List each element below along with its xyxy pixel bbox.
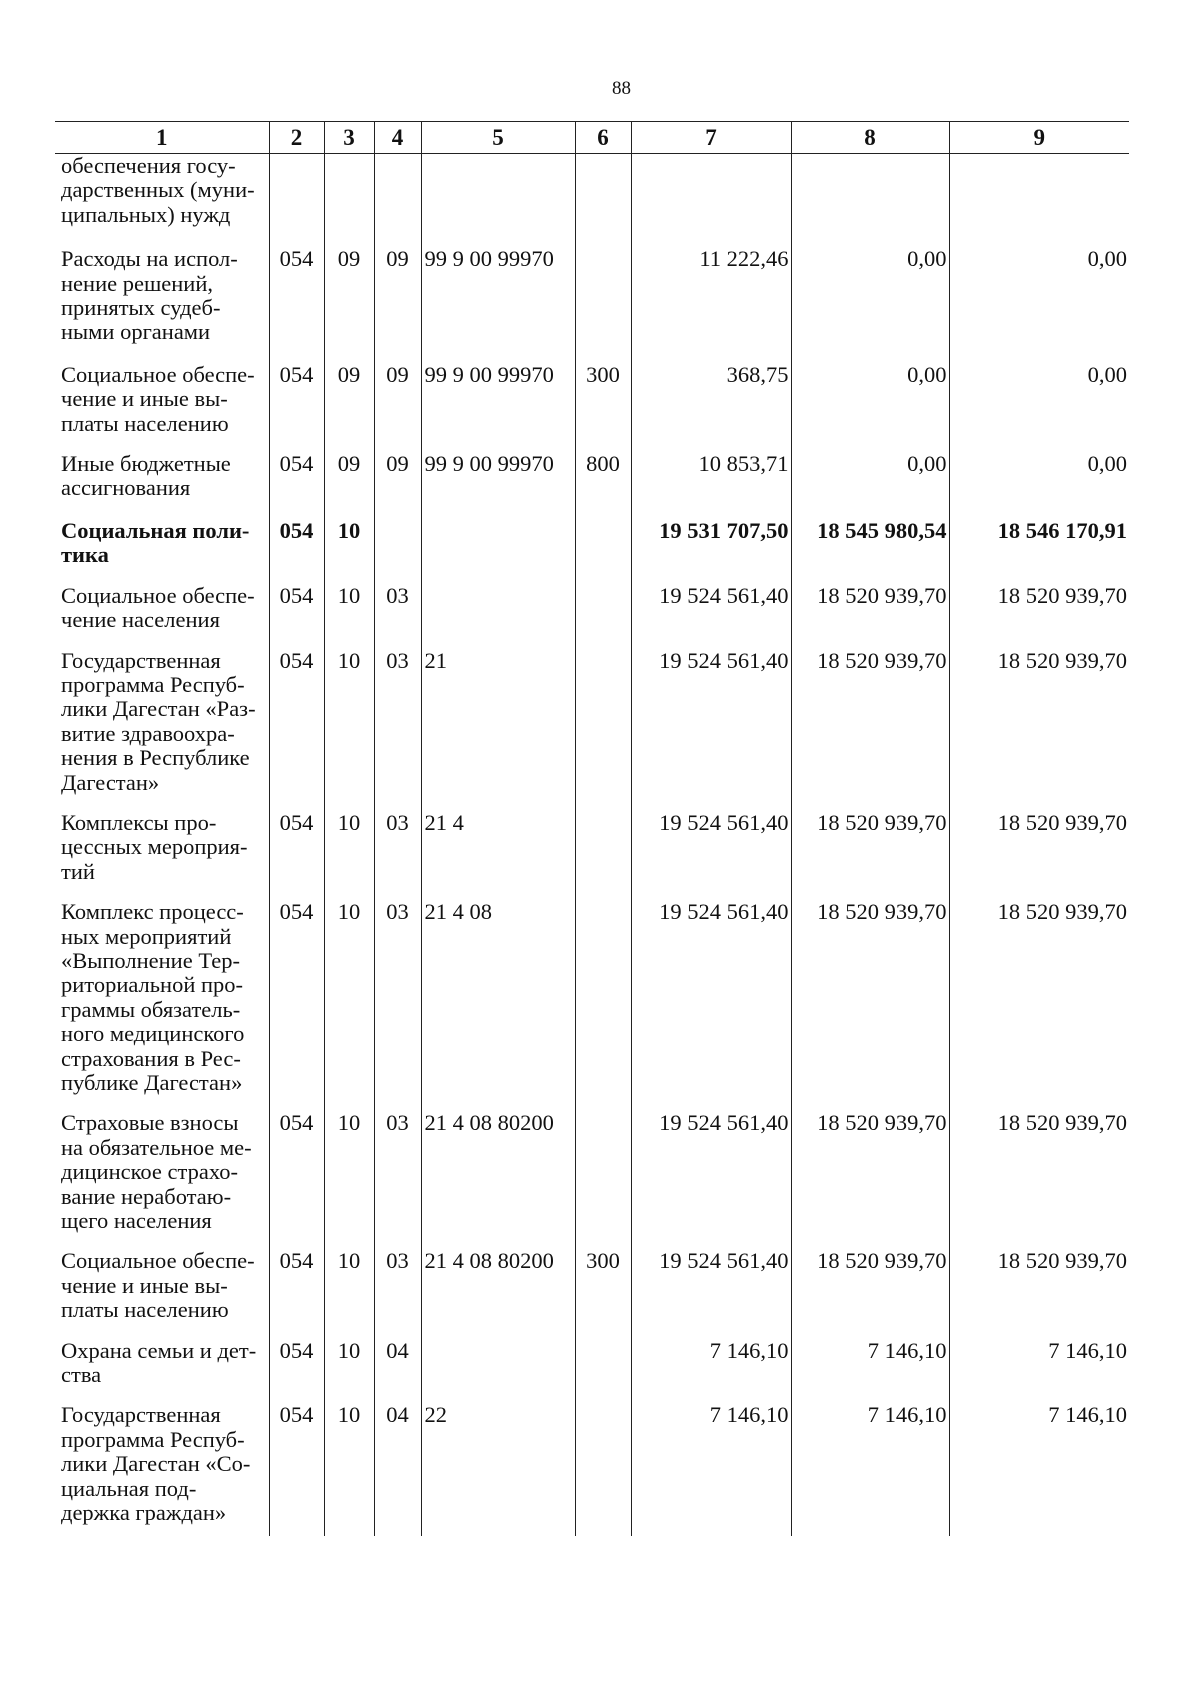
table-row [55, 247, 1129, 363]
cell-expense-type: 800 [575, 452, 631, 519]
cell-target-article: 99 9 00 99970 [421, 363, 575, 452]
cell-subsection-code: 03 [374, 649, 421, 811]
table-row [55, 519, 1129, 584]
cell-amount-col7: 19 524 561,40 [631, 584, 791, 649]
cell-expense-type [575, 900, 631, 1111]
cell-name: Иные бюджетные ассигнования [61, 451, 231, 501]
cell-grbs-code: 054 [269, 811, 324, 900]
cell-name: Социальная поли- тика [61, 517, 250, 568]
cell-amount-col9 [949, 154, 1129, 248]
table-row [55, 900, 1129, 1111]
table-row [55, 649, 1129, 811]
cell-expense-type [575, 1339, 631, 1404]
table-row [55, 1339, 1129, 1404]
cell-grbs-code: 054 [269, 247, 324, 363]
cell-subsection-code [374, 519, 421, 584]
cell-section-code: 10 [324, 811, 374, 900]
cell-amount-col7: 19 524 561,40 [631, 1249, 791, 1338]
cell-section-code: 10 [324, 584, 374, 649]
cell-section-code: 10 [324, 1111, 374, 1249]
cell-amount-col9: 18 520 939,70 [949, 1111, 1129, 1249]
cell-name: Государственная программа Респуб- лики Дагестан «Со- циальная под- держка граждан» [61, 1402, 251, 1526]
cell-amount-col8: 7 146,10 [791, 1403, 949, 1535]
cell-section-code: 09 [324, 452, 374, 519]
cell-subsection-code: 09 [374, 247, 421, 363]
cell-target-article [421, 584, 575, 649]
header-col-6: 6 [575, 122, 631, 154]
cell-amount-col7: 7 146,10 [631, 1403, 791, 1535]
cell-amount-col7: 7 146,10 [631, 1339, 791, 1404]
cell-name: Комплекс процесс- ных мероприятий «Выполнение Тер- риториальной про- граммы обязатель- ного медицинского страхования в Рес- публике Дагестан» [61, 899, 245, 1095]
cell-grbs-code: 054 [269, 363, 324, 452]
cell-section-code: 10 [324, 1403, 374, 1535]
cell-amount-col7: 19 524 561,40 [631, 900, 791, 1111]
cell-target-article: 99 9 00 99970 [421, 247, 575, 363]
cell-target-article [421, 1339, 575, 1404]
cell-amount-col9: 18 520 939,70 [949, 649, 1129, 811]
cell-expense-type [575, 247, 631, 363]
header-col-1: 1 [55, 122, 269, 154]
cell-target-article: 21 4 08 [421, 900, 575, 1111]
cell-target-article: 22 [421, 1403, 575, 1535]
table-row [55, 584, 1129, 649]
cell-name: Социальное обеспе- чение населения [61, 582, 255, 633]
header-col-3: 3 [324, 122, 374, 154]
cell-grbs-code: 054 [269, 519, 324, 584]
cell-expense-type: 300 [575, 1249, 631, 1338]
cell-amount-col9: 7 146,10 [949, 1339, 1129, 1404]
cell-amount-col8: 18 520 939,70 [791, 1249, 949, 1338]
cell-subsection-code [374, 154, 421, 248]
cell-grbs-code: 054 [269, 1249, 324, 1338]
cell-target-article: 21 [421, 649, 575, 811]
cell-amount-col7: 11 222,46 [631, 247, 791, 363]
cell-subsection-code: 03 [374, 584, 421, 649]
cell-amount-col9: 7 146,10 [949, 1403, 1129, 1535]
cell-amount-col8 [791, 154, 949, 248]
cell-grbs-code: 054 [269, 584, 324, 649]
cell-target-article: 21 4 08 80200 [421, 1111, 575, 1249]
cell-subsection-code: 03 [374, 1249, 421, 1338]
cell-expense-type [575, 1111, 631, 1249]
header-col-9: 9 [949, 122, 1129, 154]
table-body [55, 154, 1129, 1536]
table-row [55, 452, 1129, 519]
cell-grbs-code: 054 [269, 452, 324, 519]
cell-target-article [421, 519, 575, 584]
cell-amount-col8: 18 545 980,54 [791, 519, 949, 584]
cell-amount-col8: 18 520 939,70 [791, 584, 949, 649]
cell-name: Государственная программа Респуб- лики Дагестан «Раз- витие здравоохра- нения в Республике Дагестан» [61, 647, 256, 795]
page-number: 88 [612, 78, 631, 99]
cell-amount-col7: 19 524 561,40 [631, 1111, 791, 1249]
cell-amount-col7: 10 853,71 [631, 452, 791, 519]
cell-name: Социальное обеспе- чение и иные вы- платы населению [61, 361, 255, 436]
table-row [55, 1111, 1129, 1249]
cell-expense-type [575, 584, 631, 649]
cell-name: Охрана семьи и дет- ства [61, 1337, 257, 1388]
cell-grbs-code: 054 [269, 900, 324, 1111]
cell-target-article: 21 4 08 80200 [421, 1249, 575, 1338]
cell-subsection-code: 03 [374, 900, 421, 1111]
cell-amount-col9: 18 546 170,91 [949, 519, 1129, 584]
cell-expense-type: 300 [575, 363, 631, 452]
cell-subsection-code: 03 [374, 811, 421, 900]
cell-subsection-code: 04 [374, 1339, 421, 1404]
cell-section-code: 10 [324, 1339, 374, 1404]
cell-amount-col9: 0,00 [949, 247, 1129, 363]
cell-section-code: 10 [324, 519, 374, 584]
cell-section-code: 10 [324, 1249, 374, 1338]
cell-section-code: 10 [324, 900, 374, 1111]
cell-grbs-code: 054 [269, 1111, 324, 1249]
cell-amount-col9: 18 520 939,70 [949, 900, 1129, 1111]
cell-target-article: 21 4 [421, 811, 575, 900]
budget-table [55, 121, 1129, 1536]
cell-amount-col8: 18 520 939,70 [791, 1111, 949, 1249]
header-col-8: 8 [791, 122, 949, 154]
cell-subsection-code: 04 [374, 1403, 421, 1535]
cell-amount-col9: 18 520 939,70 [949, 811, 1129, 900]
header-col-5: 5 [421, 122, 575, 154]
cell-amount-col9: 18 520 939,70 [949, 584, 1129, 649]
table-row [55, 811, 1129, 900]
cell-amount-col9: 0,00 [949, 452, 1129, 519]
cell-amount-col8: 18 520 939,70 [791, 900, 949, 1111]
cell-name: Комплексы про- цессных мероприя- тий [61, 809, 248, 884]
cell-amount-col7: 19 524 561,40 [631, 649, 791, 811]
cell-expense-type [575, 154, 631, 248]
table-row [55, 1403, 1129, 1535]
cell-grbs-code: 054 [269, 1403, 324, 1535]
cell-section-code: 09 [324, 363, 374, 452]
cell-amount-col7: 19 531 707,50 [631, 519, 791, 584]
cell-amount-col8: 18 520 939,70 [791, 811, 949, 900]
cell-grbs-code: 054 [269, 1339, 324, 1404]
header-col-4: 4 [374, 122, 421, 154]
cell-amount-col8: 0,00 [791, 452, 949, 519]
cell-subsection-code: 03 [374, 1111, 421, 1249]
cell-name: Расходы на испол- нение решений, принятых судеб- ными органами [61, 246, 238, 345]
cell-section-code: 10 [324, 649, 374, 811]
cell-expense-type [575, 1403, 631, 1535]
cell-section-code [324, 154, 374, 248]
header-row [55, 122, 1129, 154]
cell-amount-col8: 0,00 [791, 363, 949, 452]
cell-name: Социальное обеспе- чение и иные вы- платы населению [61, 1248, 255, 1323]
table-row [55, 1249, 1129, 1338]
cell-amount-col7: 19 524 561,40 [631, 811, 791, 900]
cell-target-article [421, 154, 575, 248]
cell-amount-col8: 0,00 [791, 247, 949, 363]
cell-subsection-code: 09 [374, 363, 421, 452]
cell-expense-type [575, 649, 631, 811]
header-col-7: 7 [631, 122, 791, 154]
cell-target-article: 99 9 00 99970 [421, 452, 575, 519]
cell-amount-col7: 368,75 [631, 363, 791, 452]
cell-amount-col9: 18 520 939,70 [949, 1249, 1129, 1338]
header-col-2: 2 [269, 122, 324, 154]
cell-grbs-code: 054 [269, 649, 324, 811]
cell-amount-col8: 18 520 939,70 [791, 649, 949, 811]
cell-amount-col9: 0,00 [949, 363, 1129, 452]
cell-section-code: 09 [324, 247, 374, 363]
cell-grbs-code [269, 154, 324, 248]
cell-name: обеспечения госу- дарственных (муни- ципальных) нужд [61, 153, 255, 227]
cell-expense-type [575, 811, 631, 900]
cell-subsection-code: 09 [374, 452, 421, 519]
cell-name: Страховые взносы на обязательное ме- дицинское страхо- вание неработаю- щего населения [61, 1110, 252, 1234]
table-row [55, 363, 1129, 452]
cell-amount-col7 [631, 154, 791, 248]
cell-expense-type [575, 519, 631, 584]
table-row [55, 154, 1129, 248]
cell-amount-col8: 7 146,10 [791, 1339, 949, 1404]
